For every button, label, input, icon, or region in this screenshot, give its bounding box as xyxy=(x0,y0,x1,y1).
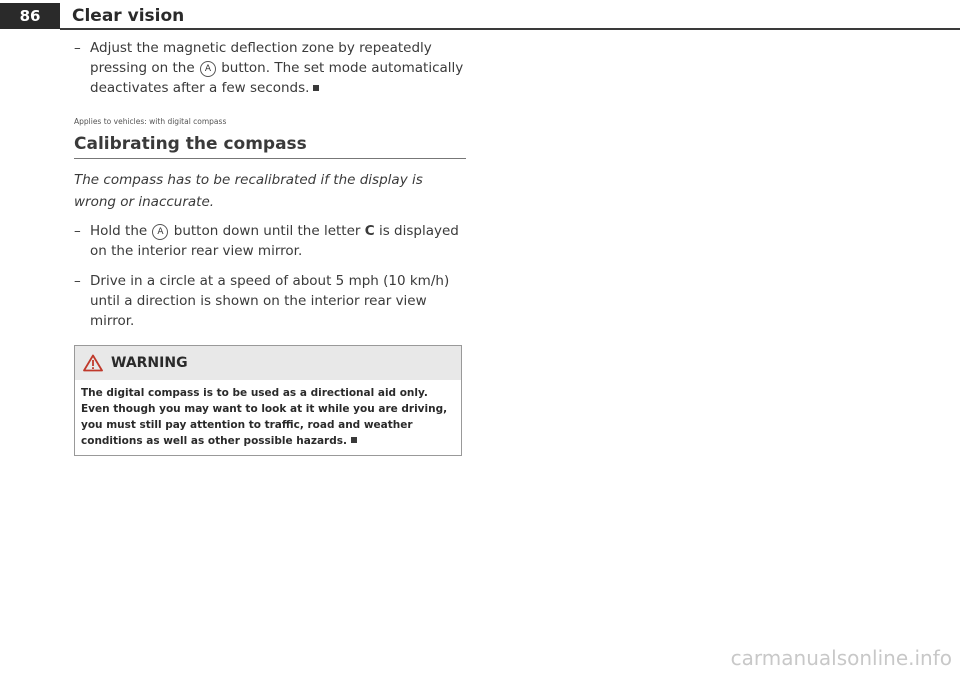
a-button-icon: A xyxy=(152,224,168,240)
end-of-section-icon xyxy=(313,85,319,91)
warning-triangle-icon xyxy=(83,354,103,372)
step-hold-button xyxy=(74,221,466,261)
step-text: button. The set mode automatically deactivates after a few seconds. xyxy=(90,60,464,96)
page-header xyxy=(0,0,960,34)
step-text: is displayed on the interior rear view mirror. xyxy=(90,223,459,259)
warning-label: WARNING xyxy=(111,355,188,371)
step-text: Adjust the magnetic deflection zone by repeatedly pressing on the xyxy=(90,40,432,76)
applies-to-note: Applies to vehicles: with digital compass xyxy=(74,117,227,126)
step-text: button down until the letter xyxy=(169,223,365,239)
header-divider xyxy=(60,28,960,30)
step-text: Hold the xyxy=(90,223,152,239)
step-dash: – xyxy=(74,40,81,56)
section-title: Clear vision xyxy=(72,6,185,26)
warning-header xyxy=(75,346,461,380)
watermark: carmanualsonline.info xyxy=(730,646,952,670)
letter-c: C xyxy=(364,223,375,239)
main-content xyxy=(74,38,466,456)
step-text: Drive in a circle at a speed of about 5 mph (10 km/h) until a direction is shown on the interior rear view mirror. xyxy=(90,273,450,329)
step-adjust-deflection xyxy=(74,38,466,98)
section-heading: Calibrating the compass xyxy=(74,133,466,159)
step-drive-circle xyxy=(74,271,466,331)
warning-body-text: The digital compass is to be used as a directional aid only. Even though you may want to look at it while you are driving, you must still pay attention to traffic, road and weather conditions as well as other possible hazards. xyxy=(81,387,448,447)
intro-text: The compass has to be recalibrated if the display is wrong or inaccurate. xyxy=(74,172,423,210)
warning-text xyxy=(75,380,461,455)
step-dash: – xyxy=(74,223,81,239)
a-button-icon: A xyxy=(200,61,216,77)
warning-box xyxy=(74,345,462,456)
step-dash: – xyxy=(74,273,81,289)
page-number: 86 xyxy=(0,3,60,29)
end-of-section-icon xyxy=(351,437,357,443)
